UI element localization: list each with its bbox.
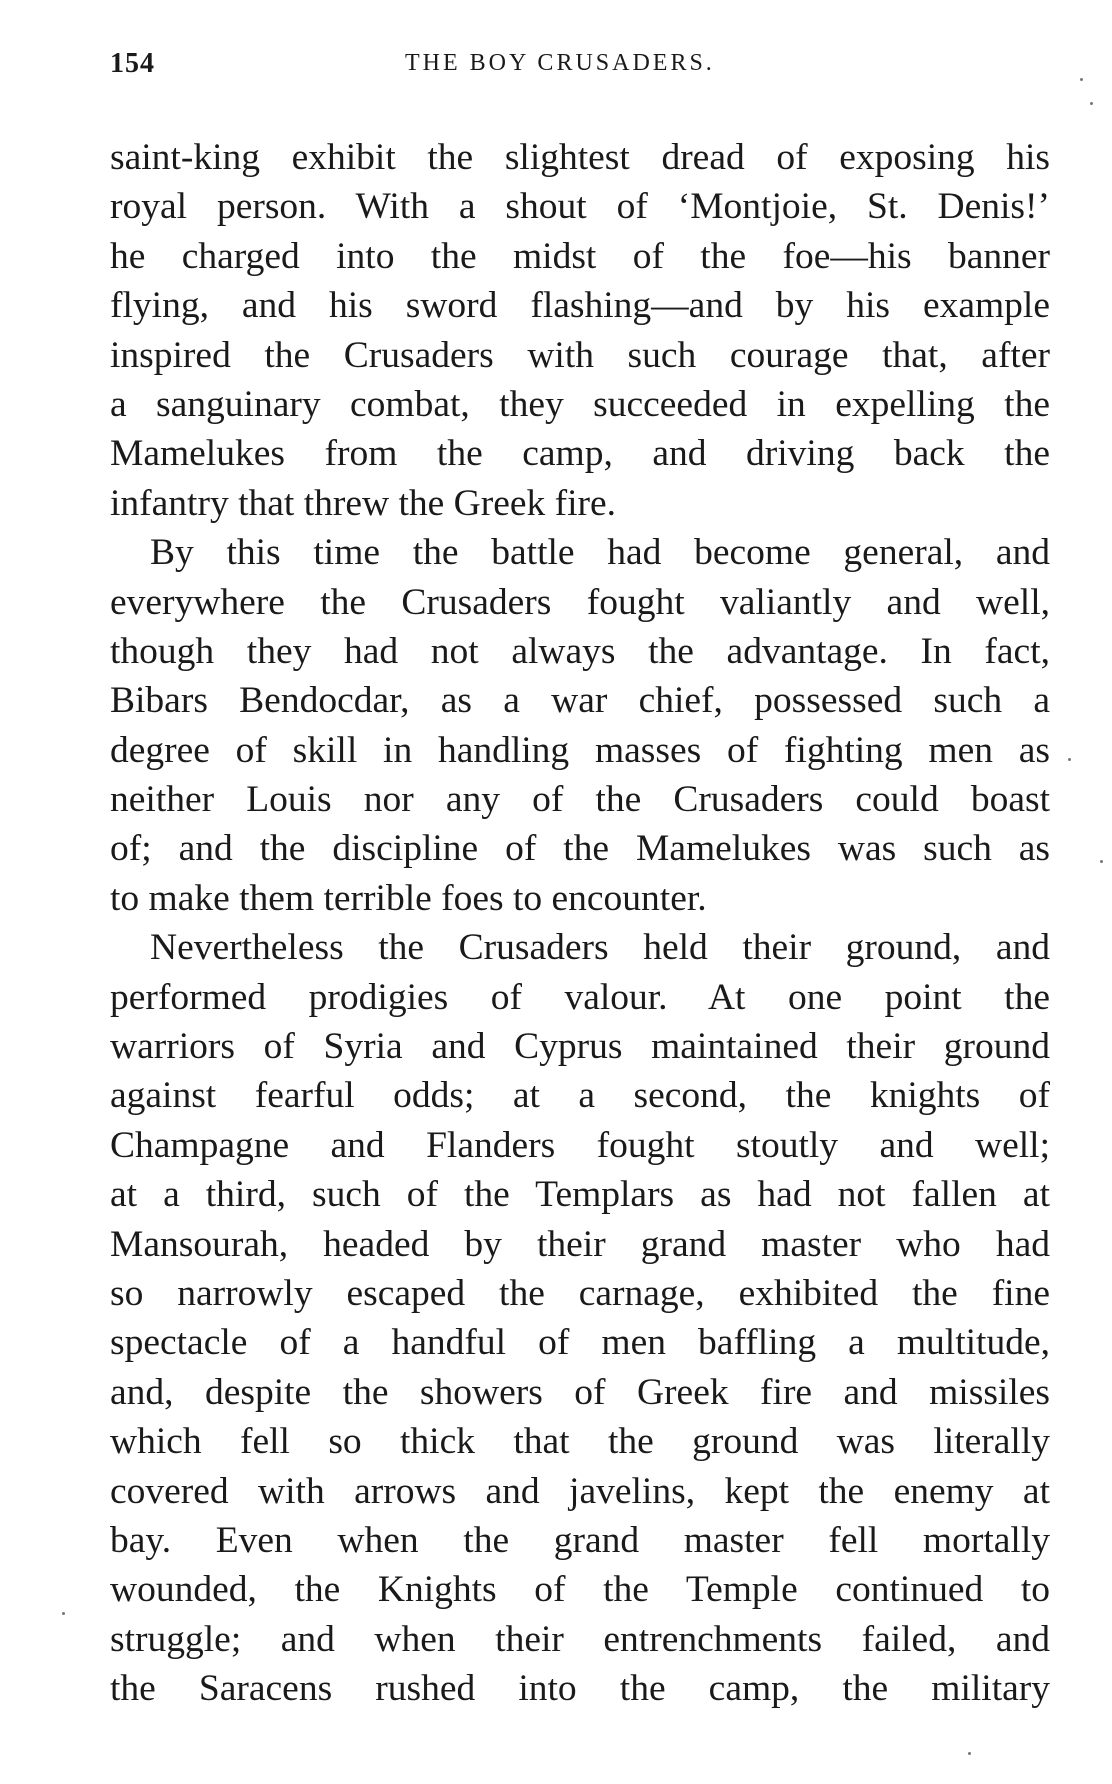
text-line: of; and the discipline of the Mamelukes was such as	[110, 828, 1050, 870]
text-line: royal person. With a shout of ‘Montjoie, St. Denis!’	[110, 186, 1050, 228]
text-line: to make them terrible foes to encounter.	[110, 877, 707, 919]
text-line: the Saracens rushed into the camp, the military	[110, 1668, 1050, 1710]
scan-speck	[1100, 860, 1103, 863]
paragraph	[110, 528, 1050, 923]
text-line: degree of skill in handling masses of fighting men as	[110, 729, 1050, 771]
text-line: spectacle of a handful of men baffling a multitude,	[110, 1322, 1050, 1364]
text-line: Bibars Bendocdar, as a war chief, possessed such a	[110, 680, 1050, 722]
text-line: saint-king exhibit the slightest dread of exposing his	[110, 137, 1050, 178]
text-line: against fearful odds; at a second, the knights of	[110, 1075, 1050, 1117]
scan-speck	[968, 1752, 971, 1755]
text-line: Nevertheless the Crusaders held their ground, and	[150, 927, 1050, 969]
running-title: THE BOY CRUSADERS.	[405, 50, 715, 76]
text-line: everywhere the Crusaders fought valiantly and well,	[110, 581, 1050, 623]
text-line: By this time the battle had become general, and	[150, 532, 1050, 574]
text-line: struggle; and when their entrenchments failed, and	[110, 1618, 1050, 1660]
text-line: and, despite the showers of Greek fire and missiles	[110, 1371, 1050, 1413]
scan-speck	[62, 1612, 65, 1615]
text-line: Champagne and Flanders fought stoutly and well;	[110, 1124, 1050, 1166]
text-line: Mansourah, headed by their grand master who had	[110, 1223, 1050, 1265]
text-line: wounded, the Knights of the Temple continued to	[110, 1569, 1050, 1611]
text-line: infantry that threw the Greek fire.	[110, 482, 617, 524]
scan-speck	[1068, 758, 1071, 761]
text-line: though they had not always the advantage. In fact,	[110, 630, 1050, 672]
paragraph	[110, 133, 1050, 528]
page-number: 154	[110, 48, 155, 79]
text-line: performed prodigies of valour. At one point the	[110, 976, 1050, 1018]
scan-speck	[1080, 78, 1083, 81]
text-line: which fell so thick that the ground was literally	[110, 1421, 1050, 1463]
text-line: neither Louis nor any of the Crusaders could boast	[110, 779, 1050, 821]
body-text	[110, 133, 1050, 1714]
text-line: a sanguinary combat, they succeeded in expelling the	[110, 383, 1050, 425]
text-line: flying, and his sword flashing—and by his example	[110, 285, 1050, 327]
text-line: at a third, such of the Templars as had not fallen at	[110, 1174, 1050, 1216]
text-line: covered with arrows and javelins, kept the enemy at	[110, 1470, 1050, 1512]
paragraph	[110, 923, 1050, 1713]
running-head	[110, 48, 1050, 88]
text-line: warriors of Syria and Cyprus maintained their ground	[110, 1026, 1050, 1068]
text-line: he charged into the midst of the foe—his banner	[110, 235, 1050, 277]
scan-speck	[1090, 102, 1093, 105]
text-line: so narrowly escaped the carnage, exhibited the fine	[110, 1272, 1050, 1314]
text-line: Mamelukes from the camp, and driving back the	[110, 433, 1050, 475]
text-line: bay. Even when the grand master fell mortally	[110, 1519, 1050, 1561]
text-line: inspired the Crusaders with such courage that, after	[110, 334, 1050, 376]
